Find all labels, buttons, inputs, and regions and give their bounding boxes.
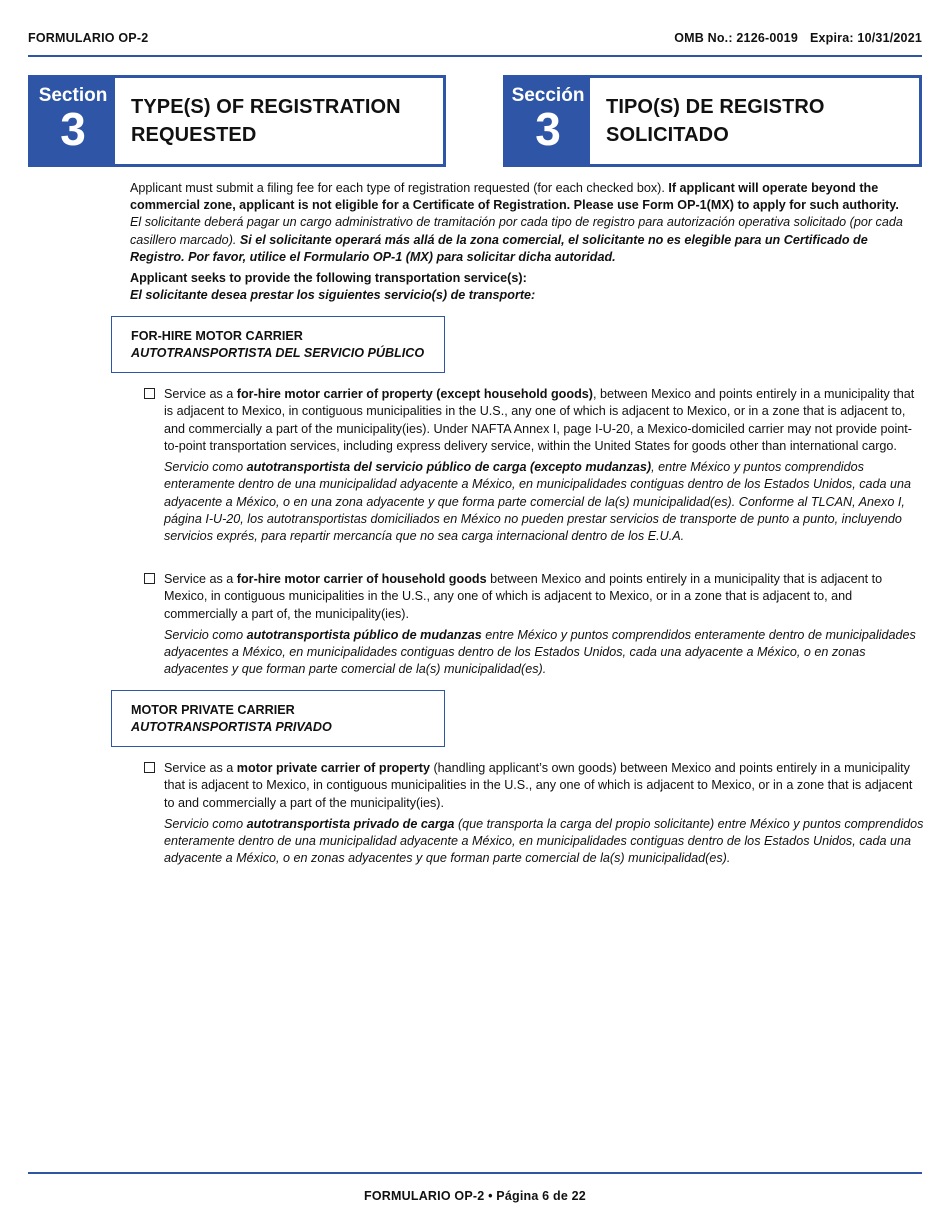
option-text-en (164, 386, 924, 455)
title-line-1: TIPO(S) DE REGISTRO (606, 96, 825, 118)
text: Servicio como (164, 816, 247, 831)
intro-en-plain: Applicant must submit a filing fee for each type of registration requested (for each checked box). (130, 181, 669, 195)
text-bold: autotransportista del servicio público de carga (excepto mudanzas) (246, 460, 652, 475)
category-title-es: AUTOTRANSPORTISTA DEL SERVICIO PÚBLICO (131, 346, 425, 361)
text: Service as a (164, 761, 237, 775)
section-header-en (28, 75, 446, 167)
text-bold: autotransportista privado de carga (246, 816, 455, 831)
category-title-en: MOTOR PRIVATE CARRIER (131, 703, 295, 717)
omb-info (674, 31, 922, 45)
omb-number: OMB No.: 2126-0019 (674, 31, 798, 45)
text: (que transporta la carga del propio solicitante) entre México y puntos comprendidos enteramente dentro de una municipalidad adyacente a México, en municipalidades contiguas dentro de los Estados Unidos, cada una adyacente a México, o en zonas adyacentes y que forman parte comercial de la(s) municipalidad(es). (164, 816, 924, 866)
footer-rule (28, 1172, 922, 1174)
title-line-2: REQUESTED (131, 124, 257, 146)
option-household (144, 571, 924, 683)
category-title-es: AUTOTRANSPORTISTA PRIVADO (131, 720, 332, 735)
option-text-en (164, 760, 924, 812)
text: between Mexico and points entirely in a municipality that is adjacent to Mexico, in contiguous municipalities in the U.S., any one of which is adjacent to Mexico, or in a zone that is adjacent to, and commercially a part of, the municipality(ies). (164, 572, 883, 621)
text: (handling applicant’s own goods) between Mexico and points entirely in a municipality that is adjacent to Mexico, in contiguous municipalities in the U.S., any one of which is adjacent to Mexico, or in a zone that is adjacent to and commercially a part of the municipality(ies). (164, 761, 913, 810)
text-bold: for-hire motor carrier of household goods (236, 572, 487, 586)
text: Servicio como (164, 460, 247, 475)
text: Servicio como (164, 627, 247, 642)
intro-en (130, 180, 920, 214)
header-rule (28, 55, 922, 57)
section-word: Sección (511, 85, 585, 106)
intro-es-plain: El solicitante deberá pagar un cargo administrativo de tramitación por cada tipo de registro para autorización operativa solicitado (por cada casillero marcado). (130, 215, 903, 247)
household-checkbox[interactable] (144, 573, 155, 584)
services-heading (130, 270, 535, 305)
section-title-en (115, 78, 443, 164)
option-text-en (164, 571, 924, 623)
property-checkbox[interactable] (144, 388, 155, 399)
option-private (144, 760, 924, 872)
form-name: FORMULARIO OP-2 (28, 31, 149, 45)
text-bold: autotransportista público de mudanzas (246, 627, 482, 642)
section-number: 3 (60, 103, 86, 155)
option-property (144, 386, 924, 550)
intro-text (130, 180, 920, 266)
section-tab-en (31, 78, 115, 164)
text: Service as a (164, 387, 237, 401)
private-checkbox[interactable] (144, 762, 155, 773)
title-line-1: TYPE(S) OF REGISTRATION (131, 96, 401, 118)
expiration-date: Expira: 10/31/2021 (809, 31, 922, 45)
text-bold: for-hire motor carrier of property (except household goods) (236, 387, 593, 401)
option-text-es (164, 816, 924, 868)
option-text-es (164, 627, 924, 679)
intro-es (130, 214, 920, 266)
text-bold: motor private carrier of property (236, 761, 430, 775)
intro-en-bold: If applicant will operate beyond the commercial zone, applicant is not eligible for a Certificate of Registration. Please use Form OP-1(MX) to apply for such authority. (130, 181, 899, 213)
section-word: Section (38, 85, 108, 106)
category-for-hire (111, 316, 445, 373)
category-title-en: FOR-HIRE MOTOR CARRIER (131, 329, 303, 343)
option-text-es (164, 459, 924, 545)
text: , entre México y puntos comprendidos enteramente dentro de una municipalidad adyacente a México, en municipalidades contiguas dentro de los Estados Unidos, cada una adyacente a México, o en una zona adyacente y que forma parte comercial de la(s) municipalidad(es). Conforme al TLCAN, Anexo I, página I-U-20, los autotransportistas domiciliados en México no pueden prestar servicios de transporte de punto a punto, incluyendo servicios exprés, para repartir mercancía que no sea carga internacional dentro de los E.U.A. (164, 460, 912, 544)
services-heading-en: Applicant seeks to provide the following transportation service(s): (130, 271, 527, 285)
title-line-2: SOLICITADO (606, 124, 729, 146)
section-number: 3 (535, 103, 561, 155)
section-title-es (590, 78, 919, 164)
section-tab-es (506, 78, 590, 164)
text: , between Mexico and points entirely in a municipality that is adjacent to Mexico, in contiguous municipalities in the U.S., any one of which is adjacent to Mexico, or in a zone that is adjacent to, and commercially a part of the municipality(ies). Under NAFTA Annex I, page I-U-20, a Mexico-domiciled carrier may not provide point-to-point transportation services, including express delivery service, within the United States for goods other than international cargo. (164, 387, 915, 453)
intro-es-bold: Si el solicitante operará más allá de la zona comercial, el solicitante no es elegible para un Certificado de Registro. Por favor, utilice el Formulario OP-1 (MX) para solicitar dicha autoridad. (130, 232, 868, 264)
section-header-es (503, 75, 922, 167)
category-private (111, 690, 445, 747)
page-footer: FORMULARIO OP-2 • Página 6 de 22 (364, 1189, 586, 1203)
text: entre México y puntos comprendidos enteramente dentro de municipalidades adyacentes a México, en municipalidades contiguas dentro de los Estados Unidos, cada una adyacente a México, o en zonas adyacentes y que forman parte comercial de la(s) municipalidad(es). (164, 627, 916, 677)
text: Service as a (164, 572, 237, 586)
services-heading-es: El solicitante desea prestar los siguientes servicio(s) de transporte: (130, 288, 536, 303)
